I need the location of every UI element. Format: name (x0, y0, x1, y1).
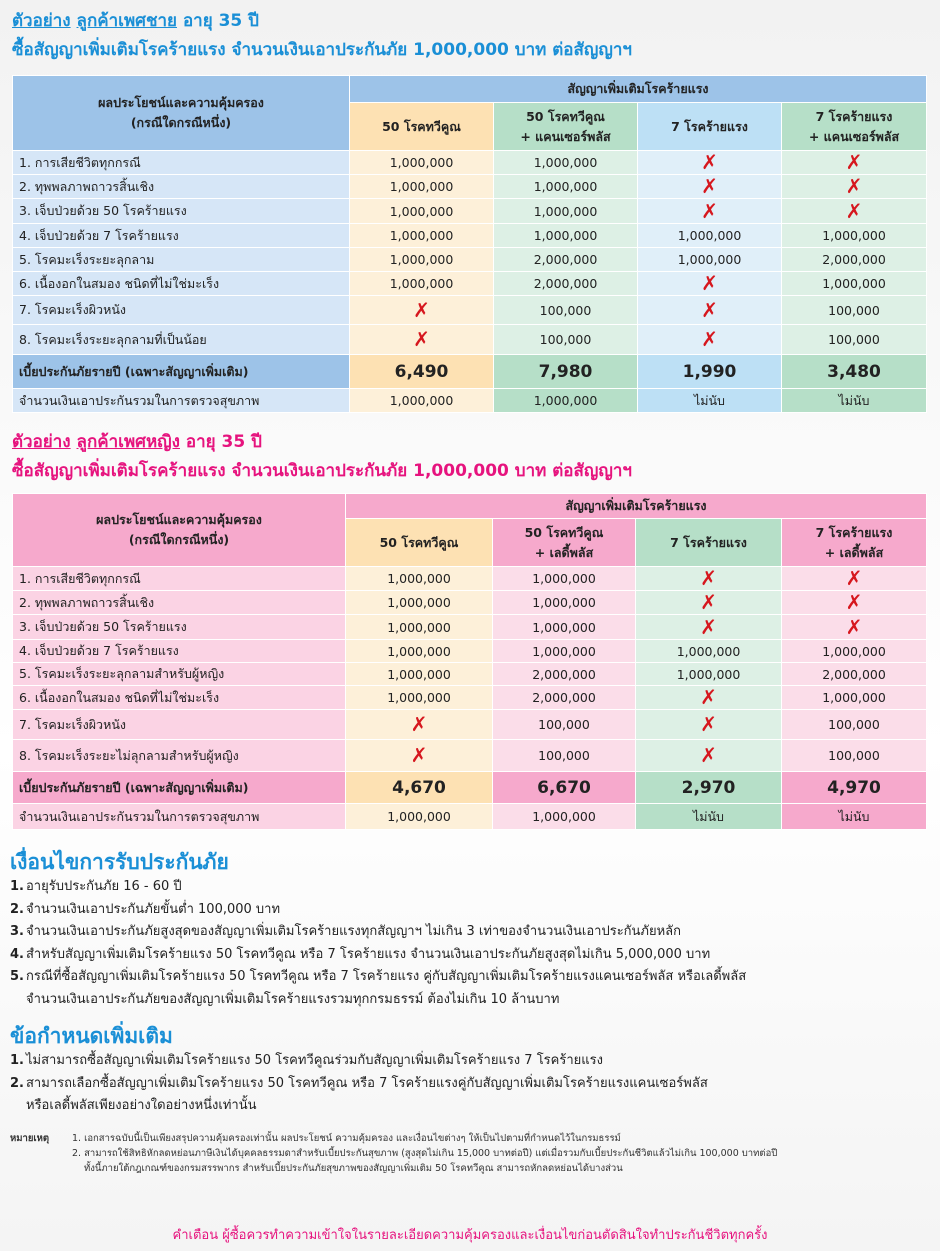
benefit-label: 5. โรคมะเร็งระยะลุกลาม (13, 248, 350, 272)
premium-value: 4,970 (782, 772, 927, 804)
coverage-value: 1,000,000 (782, 272, 927, 296)
coverage-value: 1,000,000 (350, 248, 494, 272)
coverage-value: 1,000,000 (346, 640, 493, 663)
benefit-label: 4. เจ็บป่วยด้วย 7 โรคร้ายแรง (13, 224, 350, 248)
note-item-continuation: ทั้งนี้ภายใต้กฎเกณฑ์ของกรมสรรพากร สำหรับเบี้ยประกันภัยสุขภาพของสัญญาเพิ่มเติม 50 โรคทวีคูณ สามารถหักลดหย่อนได้บางส่วน (84, 1163, 623, 1174)
coverage-value: 2,000,000 (782, 248, 927, 272)
table-row (13, 640, 927, 663)
table-row (13, 686, 927, 710)
coverage-value: 1,000,000 (350, 272, 494, 296)
female-title-prefix: ตัวอย่าง (12, 432, 71, 452)
cross-icon: ✗ (845, 198, 863, 223)
not-covered-icon (782, 615, 927, 640)
coverage-value: 100,000 (493, 710, 636, 740)
coverage-value: 1,000,000 (346, 686, 493, 710)
cross-icon: ✗ (413, 297, 430, 322)
health-value: 1,000,000 (493, 804, 636, 830)
benefit-label: 6. เนื้องอกในสมอง ชนิดที่ไม่ใช่มะเร็ง (13, 686, 346, 710)
benefit-header: ผลประโยชน์และความคุ้มครอง (กรณีใดกรณีหนึ่ง) (13, 76, 350, 151)
not-covered-icon (346, 740, 493, 772)
conditions-title: เงื่อนไขการรับประกันภัย (10, 850, 229, 874)
cross-icon: ✗ (845, 174, 863, 198)
coverage-value: 1,000,000 (782, 224, 927, 248)
benefit-label: 3. เจ็บป่วยด้วย 50 โรคร้ายแรง (13, 615, 346, 640)
benefit-label: 2. ทุพพลภาพถาวรสิ้นเชิง (13, 175, 350, 199)
premium-value: 7,980 (494, 355, 638, 389)
premium-value: 6,670 (493, 772, 636, 804)
coverage-value: 1,000,000 (493, 591, 636, 615)
cross-icon: ✗ (701, 174, 718, 198)
health-value: ไม่นับ (636, 804, 782, 830)
table-row (13, 199, 927, 224)
table-row (13, 272, 927, 296)
cross-icon: ✗ (701, 297, 718, 322)
list-item: 4. สำหรับสัญญาเพิ่มเติมโรคร้ายแรง 50 โรคทวีคูณ หรือ 7 โรคร้ายแรง จำนวนเงินเอาประกันภัยสูงสุดไม่เกิน 5,000,000 บาท (10, 946, 711, 962)
coverage-value: 100,000 (782, 740, 927, 772)
health-value: 1,000,000 (494, 389, 638, 413)
column-header: 7 โรคร้ายแรง + แคนเซอร์พลัส (782, 103, 927, 151)
coverage-value: 1,000,000 (350, 175, 494, 199)
table-row (13, 296, 927, 325)
health-value: 1,000,000 (350, 389, 494, 413)
column-header: 7 โรคร้ายแรง (638, 103, 782, 151)
list-item-continuation: หรือเลดี้พลัสเพียงอย่างใดอย่างหนึ่งเท่านั้น (26, 1098, 257, 1113)
coverage-value: 1,000,000 (782, 686, 927, 710)
not-covered-icon (782, 199, 927, 224)
cross-icon: ✗ (700, 566, 717, 590)
benefit-label: 8. โรคมะเร็งระยะไม่ลุกลามสำหรับผู้หญิง (13, 740, 346, 772)
table-row (13, 740, 927, 772)
not-covered-icon (638, 296, 782, 325)
coverage-value: 1,000,000 (782, 640, 927, 663)
cross-icon: ✗ (845, 590, 863, 614)
not-covered-icon (636, 591, 782, 615)
premium-row: เบี้ยประกันภัยรายปี (เฉพาะสัญญาเพิ่มเติม) 4,670 6,670 2,970 4,970 (13, 772, 927, 804)
premium-value: 3,480 (782, 355, 927, 389)
coverage-value: 100,000 (782, 710, 927, 740)
health-value: 1,000,000 (346, 804, 493, 830)
column-header: 50 โรคทวีคูณ + แคนเซอร์พลัส (494, 103, 638, 151)
notes-label: หมายเหตุ (10, 1133, 50, 1144)
cross-icon: ✗ (701, 327, 718, 351)
male-title-customer: ลูกค้าเพศชาย (76, 11, 178, 31)
coverage-value: 1,000,000 (638, 224, 782, 248)
not-covered-icon (350, 325, 494, 355)
table-row (13, 591, 927, 615)
coverage-value: 2,000,000 (782, 663, 927, 686)
coverage-value: 100,000 (494, 325, 638, 355)
coverage-value: 2,000,000 (493, 686, 636, 710)
column-header: 50 โรคทวีคูณ (350, 103, 494, 151)
group-header: สัญญาเพิ่มเติมโรคร้ายแรง (346, 494, 927, 519)
cross-icon: ✗ (700, 590, 717, 614)
premium-value: 1,990 (638, 355, 782, 389)
coverage-value: 1,000,000 (346, 615, 493, 640)
not-covered-icon (638, 175, 782, 199)
benefit-label: 1. การเสียชีวิตทุกกรณี (13, 567, 346, 591)
coverage-value: 1,000,000 (494, 224, 638, 248)
column-header: 7 โรคร้ายแรง + เลดี้พลัส (782, 519, 927, 567)
cross-icon: ✗ (700, 614, 717, 639)
not-covered-icon (350, 296, 494, 325)
table-row (13, 248, 927, 272)
list-item: 2. จำนวนเงินเอาประกันภัยขั้นต่ำ 100,000 บาท (10, 901, 281, 917)
coverage-value: 1,000,000 (350, 199, 494, 224)
coverage-value: 1,000,000 (636, 663, 782, 686)
coverage-value: 2,000,000 (494, 248, 638, 272)
cross-icon: ✗ (413, 327, 430, 351)
coverage-value: 1,000,000 (493, 615, 636, 640)
not-covered-icon (782, 175, 927, 199)
coverage-value: 100,000 (494, 296, 638, 325)
cross-icon: ✗ (700, 712, 717, 736)
female-title-line2: ซื้อสัญญาเพิ่มเติมโรคร้ายแรง จำนวนเงินเอาประกันภัย 1,000,000 บาท ต่อสัญญาฯ (12, 461, 632, 481)
benefit-label: 7. โรคมะเร็งผิวหนัง (13, 296, 350, 325)
coverage-value: 100,000 (782, 296, 927, 325)
cross-icon: ✗ (700, 685, 717, 709)
coverage-value: 1,000,000 (346, 663, 493, 686)
premium-value: 2,970 (636, 772, 782, 804)
health-check-row: จำนวนเงินเอาประกันรวมในการตรวจสุขภาพ 1,000,000 1,000,000 ไม่นับ ไม่นับ (13, 389, 927, 413)
benefit-label: 4. เจ็บป่วยด้วย 7 โรคร้ายแรง (13, 640, 346, 663)
premium-value: 6,490 (350, 355, 494, 389)
not-covered-icon (638, 151, 782, 175)
benefit-label: 7. โรคมะเร็งผิวหนัง (13, 710, 346, 740)
table-row (13, 224, 927, 248)
cross-icon: ✗ (410, 712, 428, 736)
additional-list (10, 1050, 910, 1118)
not-covered-icon (782, 567, 927, 591)
benefit-label: 5. โรคมะเร็งระยะลุกลามสำหรับผู้หญิง (13, 663, 346, 686)
conditions-list (10, 876, 910, 1011)
coverage-value: 100,000 (782, 325, 927, 355)
additional-title: ข้อกำหนดเพิ่มเติม (10, 1024, 173, 1048)
table-row (13, 325, 927, 355)
note-item: 2. สามารถใช้สิทธิหักลดหย่อนภาษีเงินได้บุคคลธรรมดาสำหรับเบี้ยประกันสุขภาพ (สูงสุดไม่เกิน 15,000 บาทต่อปี) แต่เมื่อรวมกับเบี้ยประกันชีวิตแล้วไม่เกิน 100,000 บาทต่อปี (72, 1148, 778, 1159)
list-item: 5. กรณีที่ซื้อสัญญาเพิ่มเติมโรคร้ายแรง 50 โรคทวีคูณ หรือ 7 โรคร้ายแรง คู่กับสัญญาเพิ่มเติมโรคร้ายแรงแคนเซอร์พลัส หรือเลดี้พลัส (10, 969, 747, 984)
group-header: สัญญาเพิ่มเติมโรคร้ายแรง (350, 76, 927, 103)
coverage-value: 1,000,000 (493, 567, 636, 591)
coverage-value: 1,000,000 (494, 199, 638, 224)
benefit-label: 2. ทุพพลภาพถาวรสิ้นเชิง (13, 591, 346, 615)
cross-icon: ✗ (845, 150, 863, 174)
health-check-row: จำนวนเงินเอาประกันรวมในการตรวจสุขภาพ 1,000,000 1,000,000 ไม่นับ ไม่นับ (13, 804, 927, 830)
table-row (13, 663, 927, 686)
column-header: 50 โรคทวีคูณ (346, 519, 493, 567)
not-covered-icon (636, 567, 782, 591)
female-title-customer: ลูกค้าเพศหญิง (76, 432, 180, 452)
column-header: 7 โรคร้ายแรง (636, 519, 782, 567)
cross-icon: ✗ (701, 271, 718, 295)
list-item-continuation: จำนวนเงินเอาประกันภัยของสัญญาเพิ่มเติมโรคร้ายแรงรวมทุกกรมธรรม์ ต้องไม่เกิน 10 ล้านบาท (26, 991, 560, 1007)
health-value: ไม่นับ (638, 389, 782, 413)
cross-icon: ✗ (701, 150, 718, 174)
coverage-value: 1,000,000 (350, 151, 494, 175)
coverage-value: 2,000,000 (494, 272, 638, 296)
benefit-label: 3. เจ็บป่วยด้วย 50 โรคร้ายแรง (13, 199, 350, 224)
table-row (13, 615, 927, 640)
health-value: ไม่นับ (782, 804, 927, 830)
coverage-value: 1,000,000 (494, 151, 638, 175)
not-covered-icon (782, 151, 927, 175)
not-covered-icon (636, 686, 782, 710)
warning-text: คำเตือน ผู้ซื้อควรทำความเข้าใจในรายละเอียดความคุ้มครองและเงื่อนไขก่อนตัดสินใจทำประกันชีวิตทุกครั้ง (172, 1228, 768, 1243)
cross-icon: ✗ (701, 198, 718, 223)
premium-value: 4,670 (346, 772, 493, 804)
female-example-heading (12, 431, 926, 482)
not-covered-icon (636, 615, 782, 640)
not-covered-icon (638, 325, 782, 355)
list-item: 3. จำนวนเงินเอาประกันภัยสูงสุดของสัญญาเพิ่มเติมโรคร้ายแรงทุกสัญญาฯ ไม่เกิน 3 เท่าของจำนวนเงินเอาประกันภัยหลัก (10, 924, 682, 939)
male-title-age: อายุ 35 ปี (182, 11, 259, 31)
not-covered-icon (782, 591, 927, 615)
benefit-label: 1. การเสียชีวิตทุกกรณี (13, 151, 350, 175)
male-title-line2: ซื้อสัญญาเพิ่มเติมโรคร้ายแรง จำนวนเงินเอาประกันภัย 1,000,000 บาท ต่อสัญญาฯ (12, 40, 632, 60)
cross-icon: ✗ (410, 743, 428, 767)
male-comparison-table (12, 75, 927, 413)
table-row (13, 151, 927, 175)
table-row (13, 567, 927, 591)
notes (10, 1131, 920, 1176)
not-covered-icon (346, 710, 493, 740)
not-covered-icon (638, 199, 782, 224)
coverage-value: 1,000,000 (493, 640, 636, 663)
list-item: 1. อายุรับประกันภัย 16 - 60 ปี (10, 879, 182, 894)
cross-icon: ✗ (845, 614, 863, 639)
premium-row: เบี้ยประกันภัยรายปี (เฉพาะสัญญาเพิ่มเติม) 6,490 7,980 1,990 3,480 (13, 355, 927, 389)
female-comparison-table (12, 493, 927, 830)
coverage-value: 1,000,000 (346, 567, 493, 591)
coverage-value: 1,000,000 (346, 591, 493, 615)
table-row (13, 175, 927, 199)
coverage-value: 2,000,000 (493, 663, 636, 686)
note-item: 1. เอกสารฉบับนี้เป็นเพียงสรุปความคุ้มครองเท่านั้น ผลประโยชน์ ความคุ้มครอง และเงื่อนไขต่างๆ ให้เป็นไปตามที่กำหนดไว้ในกรมธรรม์ (72, 1133, 621, 1144)
list-item: 1. ไม่สามารถซื้อสัญญาเพิ่มเติมโรคร้ายแรง 50 โรคทวีคูณร่วมกับสัญญาเพิ่มเติมโรคร้ายแรง 7 โรคร้ายแรง (10, 1053, 603, 1068)
coverage-value: 1,000,000 (636, 640, 782, 663)
list-item: 2. สามารถเลือกซื้อสัญญาเพิ่มเติมโรคร้ายแรง 50 โรคทวีคูณ หรือ 7 โรคร้ายแรงคู่กับสัญญาเพิ่มเติมโรคร้ายแรงแคนเซอร์พลัส (10, 1075, 708, 1091)
female-title-age: อายุ 35 ปี (185, 432, 262, 452)
not-covered-icon (636, 710, 782, 740)
table-row (13, 710, 927, 740)
coverage-value: 100,000 (493, 740, 636, 772)
coverage-value: 1,000,000 (350, 224, 494, 248)
column-header: 50 โรคทวีคูณ + เลดี้พลัส (493, 519, 636, 567)
male-example-heading (12, 10, 926, 61)
benefit-label: 6. เนื้องอกในสมอง ชนิดที่ไม่ใช่มะเร็ง (13, 272, 350, 296)
not-covered-icon (636, 740, 782, 772)
benefit-label: 8. โรคมะเร็งระยะลุกลามที่เป็นน้อย (13, 325, 350, 355)
benefit-header: ผลประโยชน์และความคุ้มครอง (กรณีใดกรณีหนึ่ง) (13, 494, 346, 567)
cross-icon: ✗ (700, 743, 717, 767)
coverage-value: 1,000,000 (494, 175, 638, 199)
not-covered-icon (638, 272, 782, 296)
coverage-value: 1,000,000 (638, 248, 782, 272)
cross-icon: ✗ (845, 566, 863, 590)
male-title-prefix: ตัวอย่าง (12, 11, 71, 31)
health-value: ไม่นับ (782, 389, 927, 413)
